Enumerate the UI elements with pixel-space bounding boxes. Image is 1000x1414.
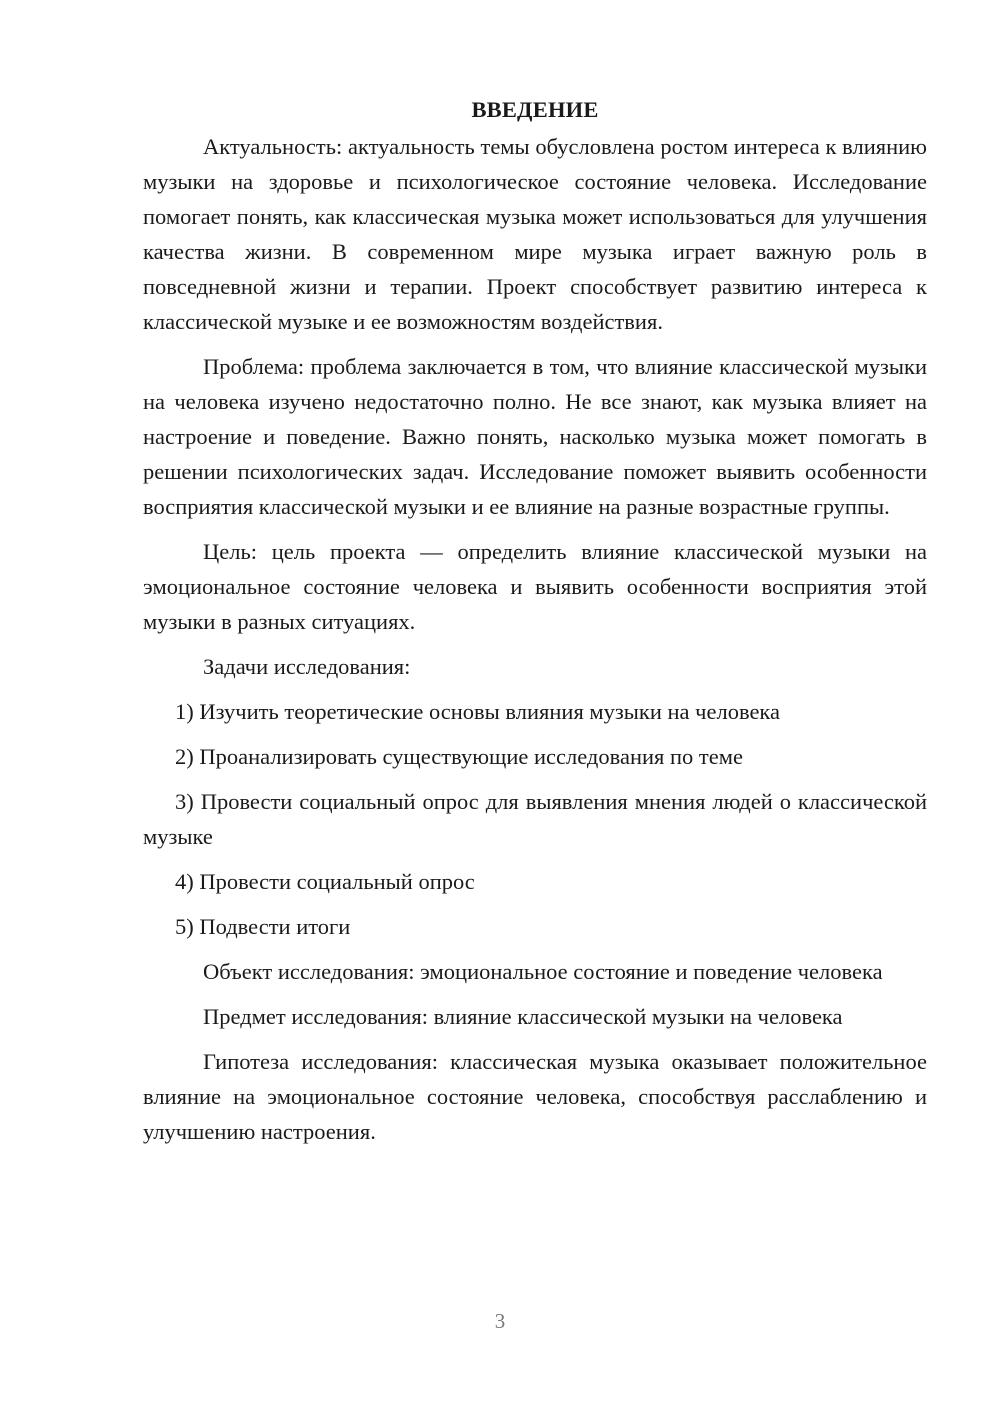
paragraph-goal: Цель: цель проекта — определить влияние классической музыки на эмоциональное состояние человека и выявить особенности восприятия этой музыки в разных ситуациях. (143, 539, 927, 634)
task-item: 3) Провести социальный опрос для выявления мнения людей о классической музыке (143, 789, 927, 849)
paragraph-subject: Предмет исследования: влияние классической музыки на человека (203, 1004, 843, 1029)
paragraph-hypothesis: Гипотеза исследования: классическая музыка оказывает положительное влияние на эмоциональное состояние человека, способствуя расслаблению и улучшению настроения. (143, 1049, 927, 1144)
paragraph-problem: Проблема: проблема заключается в том, что влияние классической музыки на человека изучено недостаточно полно. Не все знают, как музыка влияет на настроение и поведение. Важно понять, насколько музыка может помогать в решении психологических задач. Исследование поможет выявить особенности восприятия классической музыки и ее влияние на разные возрастные группы. (143, 354, 927, 519)
section-heading: ВВЕДЕНИЕ (471, 97, 599, 122)
task-item: 2) Проанализировать существующие исследования по теме (175, 744, 743, 769)
page-content (143, 92, 927, 1149)
page-number: 3 (494, 1309, 506, 1333)
task-item: 4) Провести социальный опрос (175, 869, 475, 894)
paragraph-object: Объект исследования: эмоциональное состояние и поведение человека (203, 959, 883, 984)
paragraph-relevance: Актуальность: актуальность темы обусловлена ростом интереса к влиянию музыки на здоровье и психологическое состояние человека. Исследование помогает понять, как классическая музыка может использоваться для улучшения качества жизни. В современном мире музыка играет важную роль в повседневной жизни и терапии. Проект способствует развитию интереса к классической музыке и ее возможностям воздействия. (143, 134, 927, 334)
task-item: 5) Подвести итоги (175, 914, 351, 939)
task-item: 1) Изучить теоретические основы влияния музыки на человека (175, 699, 781, 724)
tasks-title: Задачи исследования: (203, 654, 411, 679)
